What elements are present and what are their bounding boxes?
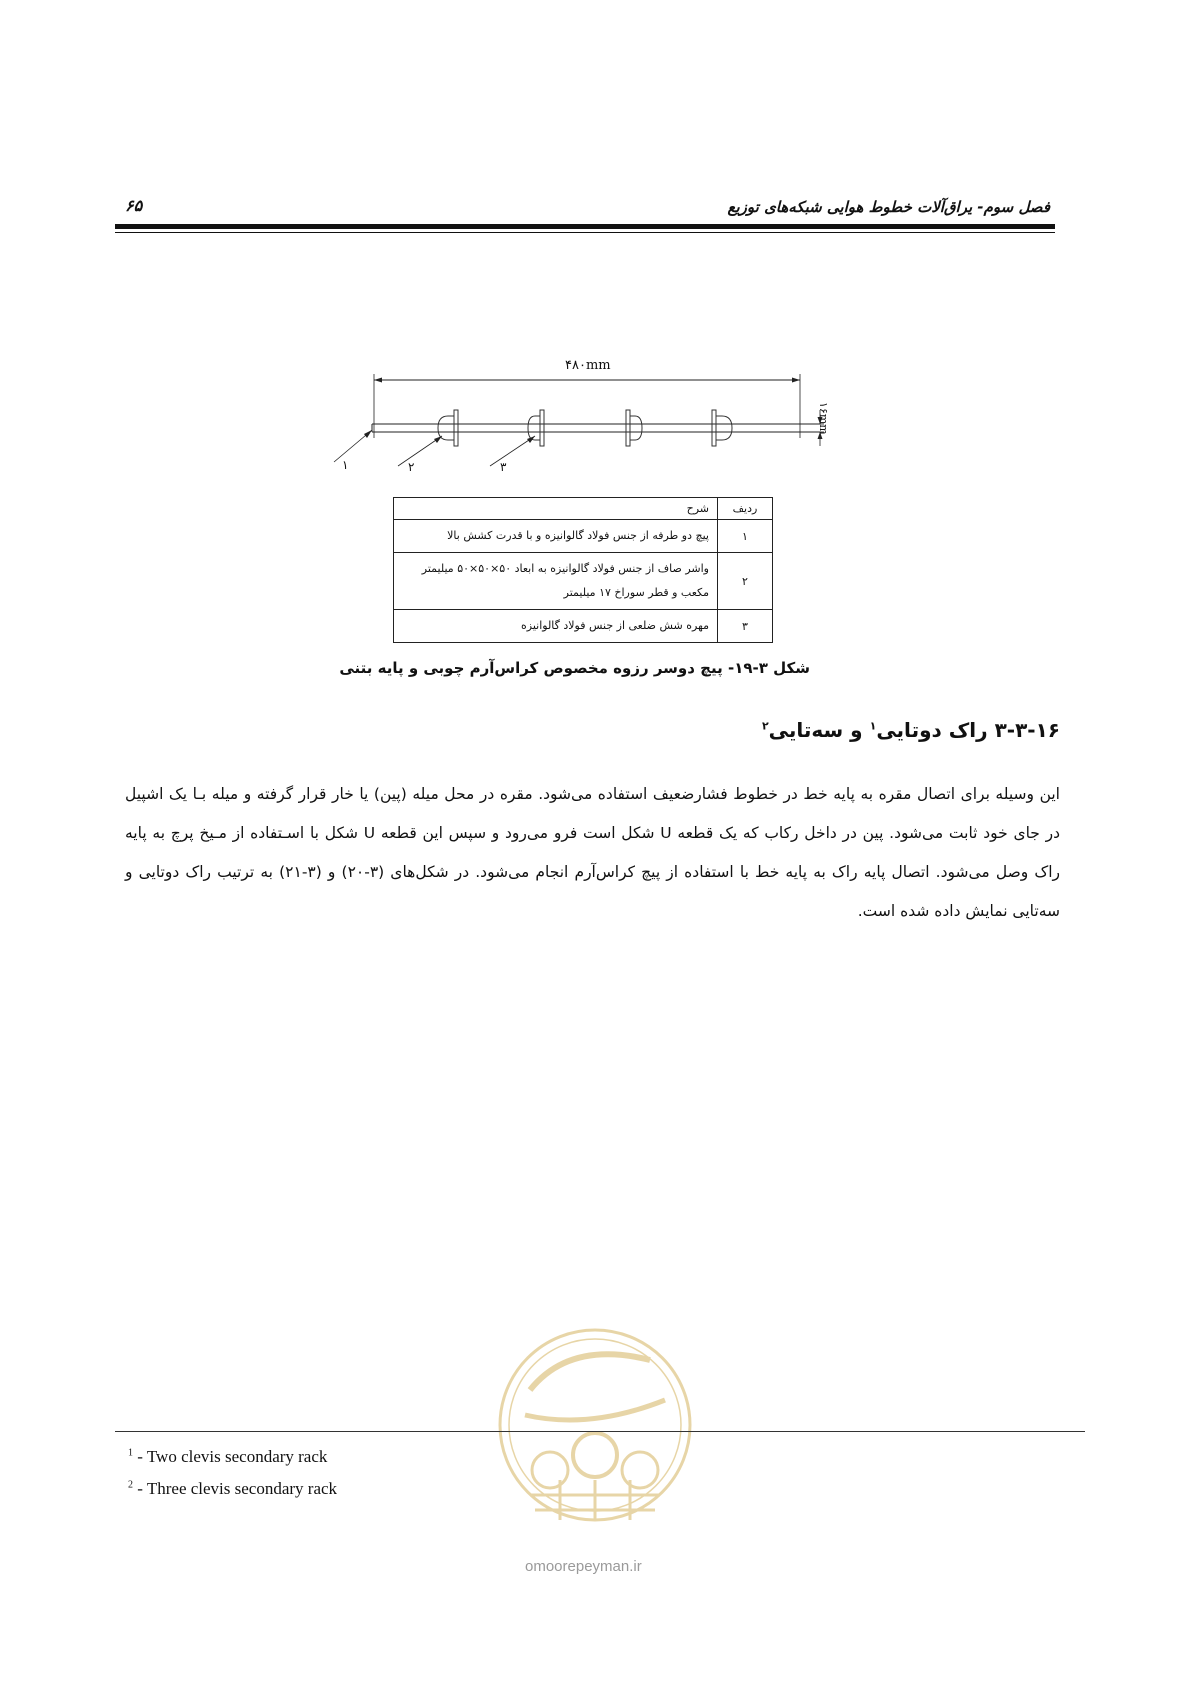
footnote-1 bbox=[128, 1447, 327, 1467]
footnote-2-text: - Three clevis secondary rack bbox=[133, 1479, 338, 1498]
callout-2: ۲ bbox=[408, 460, 415, 474]
row-number: ۳ bbox=[718, 610, 773, 643]
diameter-dimension-label: ۱۶mm bbox=[817, 402, 830, 435]
section-title-a: راک دوتایی bbox=[876, 718, 988, 742]
header-rule-thick bbox=[115, 224, 1055, 229]
callout-3: ۳ bbox=[500, 460, 507, 474]
length-dimension-label: ۴۸۰mm bbox=[565, 358, 611, 373]
header-row-number: ردیف bbox=[718, 498, 773, 520]
table-row bbox=[394, 610, 773, 643]
watermark-logo bbox=[490, 1320, 700, 1550]
footnote-2 bbox=[128, 1479, 337, 1499]
row-number: ۱ bbox=[718, 520, 773, 553]
footnote-1-mark: 1 bbox=[128, 1447, 133, 1459]
callout-1: ۱ bbox=[342, 458, 349, 472]
footnote-rule bbox=[115, 1431, 1085, 1432]
footnote-1-text: - Two clevis secondary rack bbox=[133, 1447, 328, 1466]
table-row bbox=[394, 553, 773, 610]
row-description: مهره شش ضلعی از جنس فولاد گالوانیزه bbox=[394, 610, 718, 643]
page-number: ۶۵ bbox=[125, 196, 143, 215]
parts-table bbox=[393, 497, 773, 643]
row-description: پیچ دو طرفه از جنس فولاد گالوانیزه و با قدرت کشش بالا bbox=[394, 520, 718, 553]
footnote-2-mark: 2 bbox=[128, 1479, 133, 1491]
section-number: ۳-۳-۱۶ bbox=[994, 718, 1060, 742]
watermark-url: omoorepeyman.ir bbox=[525, 1558, 642, 1575]
chapter-header-title: فصل سوم- یراق‌آلات خطوط هوایی شبکه‌های توزیع bbox=[727, 198, 1050, 216]
row-number: ۲ bbox=[718, 553, 773, 610]
table-header-row bbox=[394, 498, 773, 520]
section-title-b: و سه‌تایی bbox=[768, 718, 863, 742]
row-description: واشر صاف از جنس فولاد گالوانیزه به ابعاد ۵۰×۵۰×۵۰ میلیمتر مکعب و قطر سوراخ ۱۷ میلیمتر bbox=[394, 553, 718, 610]
footnote-mark-2: ۲ bbox=[761, 719, 769, 733]
header-description: شرح bbox=[394, 498, 718, 520]
body-paragraph: این وسیله برای اتصال مقره به پایه خط در خطوط فشارضعیف استفاده می‌شود. مقره در محل میله (پین) یا خار قرار گرفته و میله بـا یک اشپیل در جای خود ثابت می‌شود. پین در داخل رکاب که یک قطعه U شکل است فرو می‌رود و سپس این قطعه U شکل با اسـتفاده از مـیخ پرچ به پایه راک وصل می‌شود. اتصال پایه راک به پایه خط با استفاده از پیچ کراس‌آرم انجام می‌شود. در شکل‌های (۳-۲۰) و (۳-۲۱) به ترتیب راک دوتایی و سه‌تایی نمایش داده شده است. bbox=[125, 785, 1060, 920]
footnote-mark-1: ۱ bbox=[869, 719, 877, 733]
header-rule-thin bbox=[115, 232, 1055, 233]
section-heading bbox=[360, 718, 1060, 742]
table-row bbox=[394, 520, 773, 553]
figure-caption: شکل ۳-۱۹- پیچ دوسر رزوه مخصوص کراس‌آرم چوبی و پایه بتنی bbox=[339, 659, 810, 677]
